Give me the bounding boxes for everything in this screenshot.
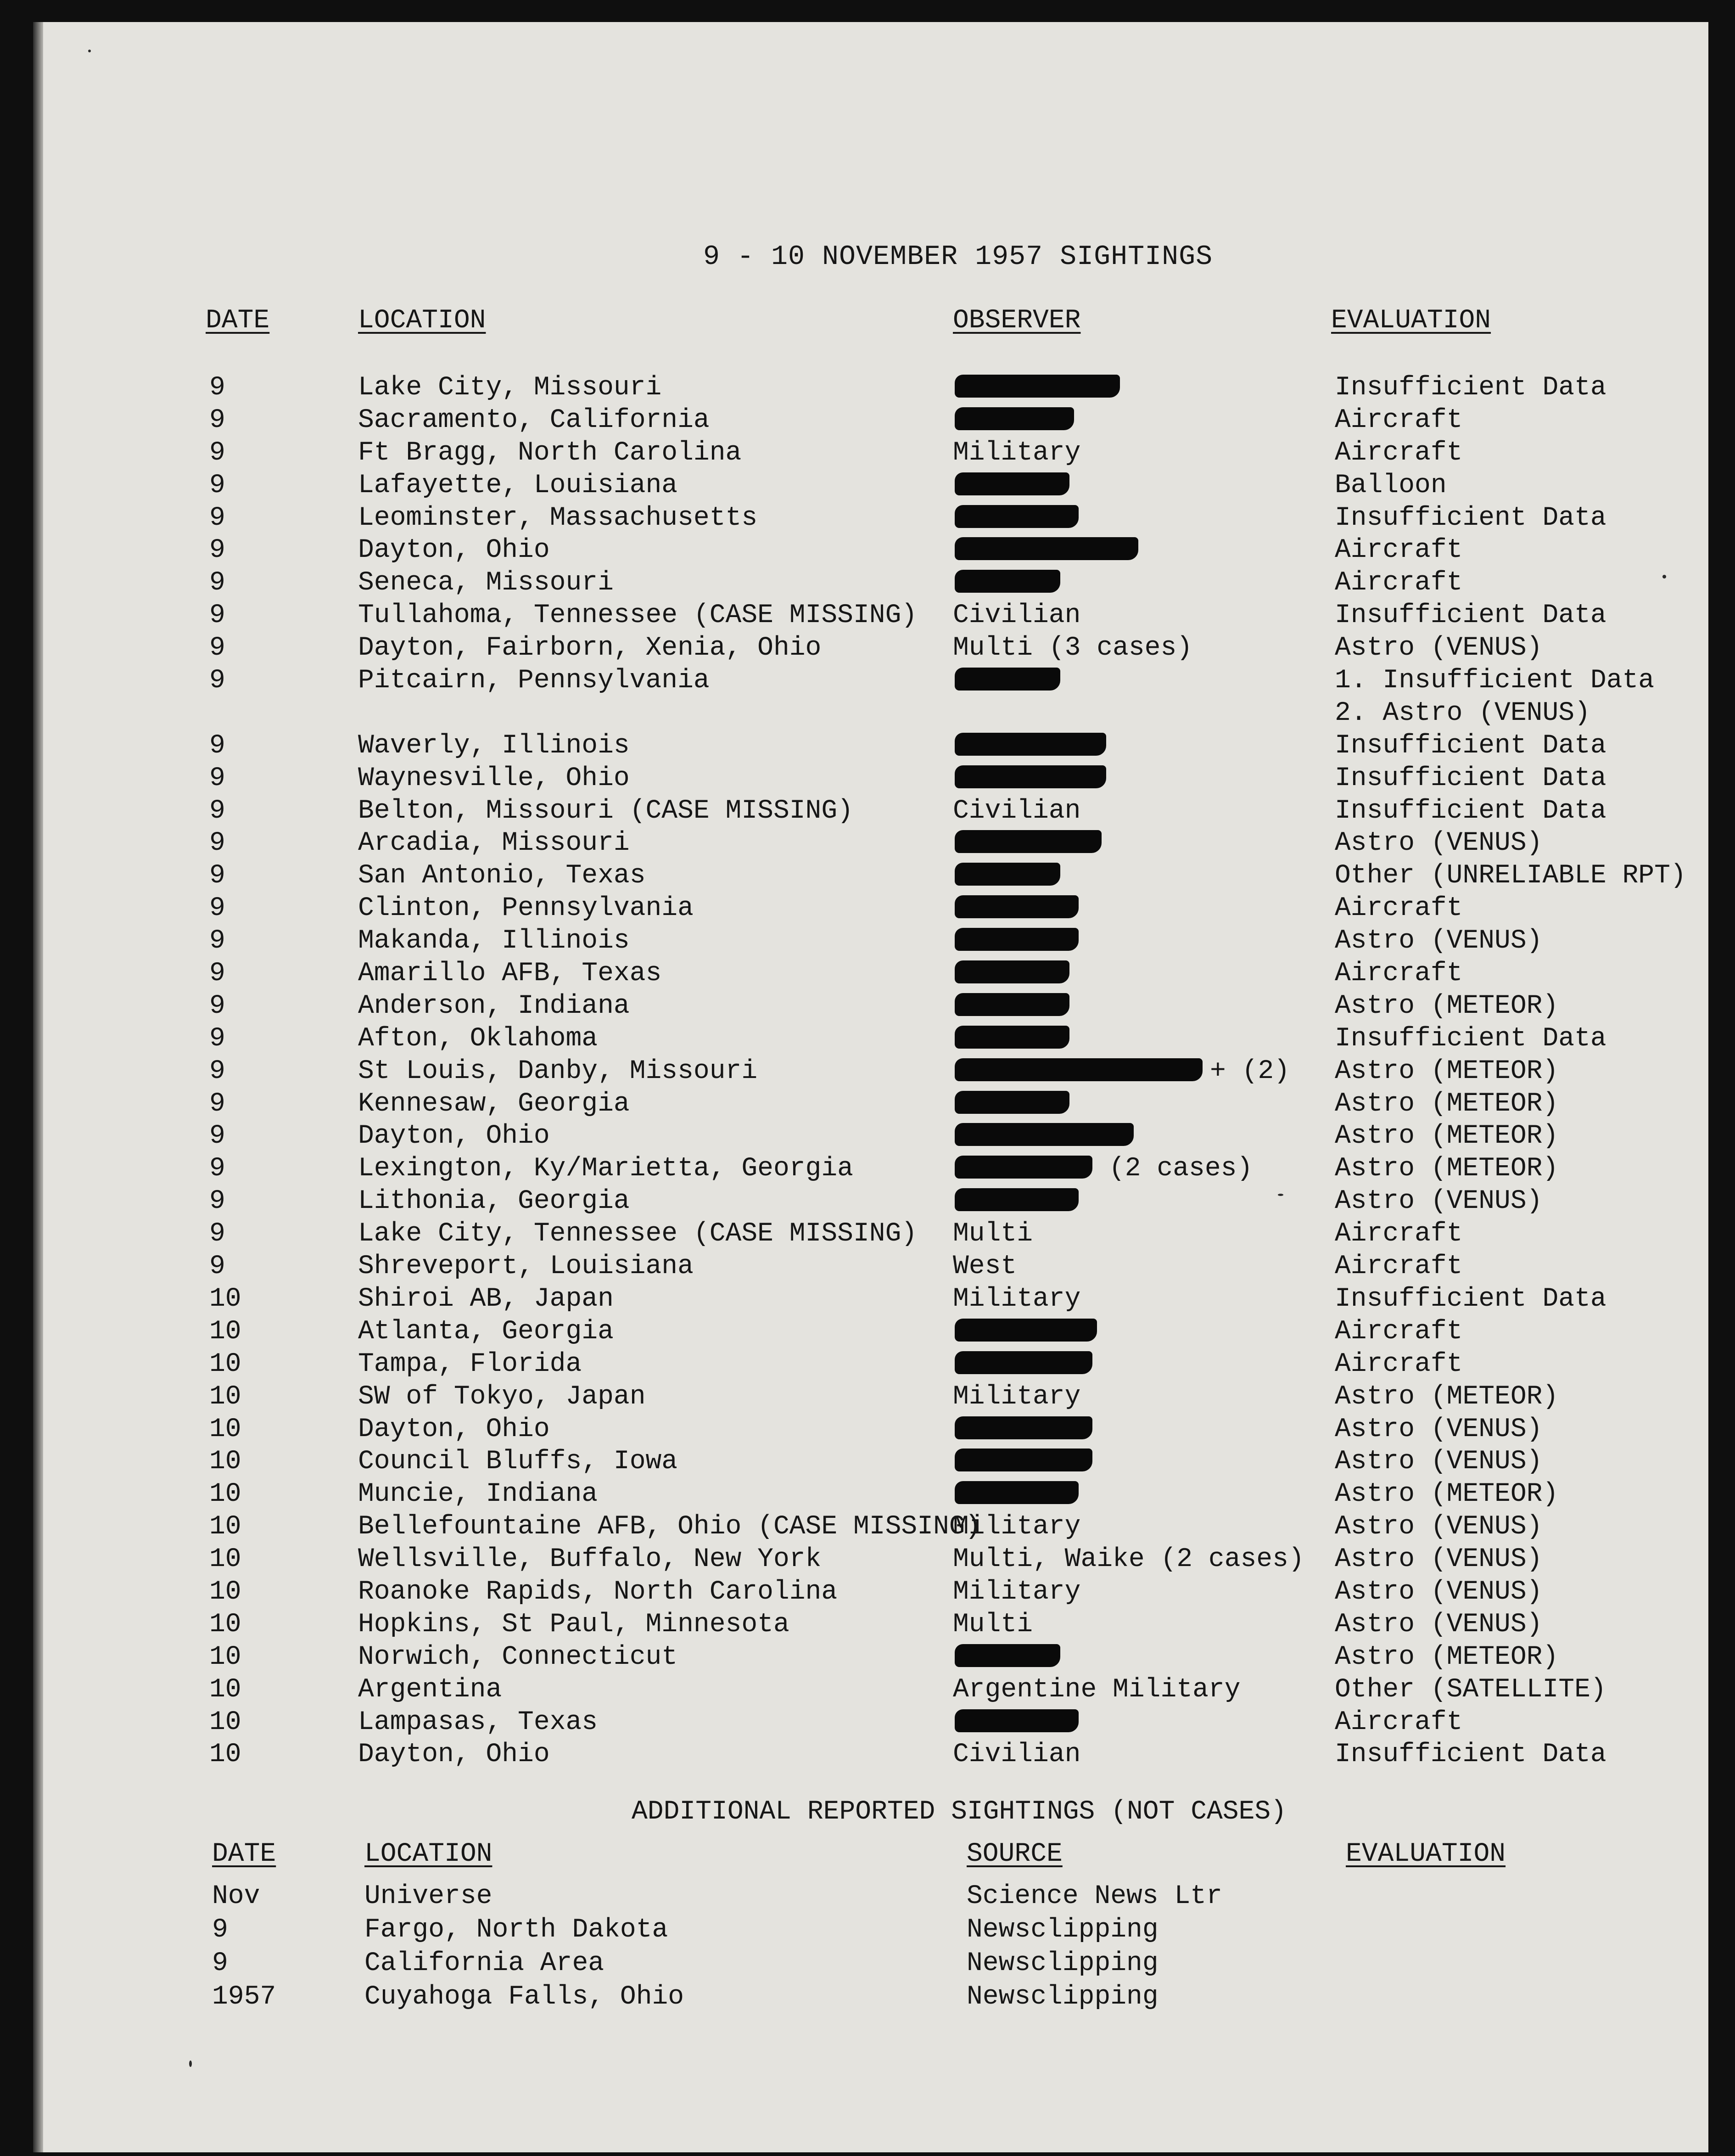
scan-speck (88, 50, 91, 52)
sighting-location: Arcadia, Missouri (358, 828, 630, 859)
header-date: DATE (206, 306, 270, 336)
sighting-row (33, 1091, 1708, 1123)
redaction-bar (955, 1026, 1069, 1049)
sighting-evaluation: Astro (VENUS) (1335, 1577, 1543, 1607)
sighting-observer: Civilian (953, 601, 1081, 631)
sighting-location: Sacramento, California (358, 405, 710, 435)
sighting-location: Ft Bragg, North Carolina (358, 438, 742, 468)
additional-date: 9 (212, 1948, 228, 1978)
sighting-date: 10 (209, 1316, 241, 1347)
additional-sighting-row (33, 1917, 1708, 1950)
sighting-location: Roanoke Rapids, North Carolina (358, 1577, 838, 1607)
sighting-evaluation: Astro (VENUS) (1335, 1447, 1543, 1477)
additional-location: Cuyahoga Falls, Ohio (364, 1982, 684, 2012)
sighting-location: St Louis, Danby, Missouri (358, 1056, 758, 1086)
sighting-row (33, 700, 1708, 733)
redaction-bar (955, 830, 1102, 853)
sighting-observer: Military (953, 1577, 1081, 1607)
sighting-location: SW of Tokyo, Japan (358, 1381, 646, 1412)
sighting-location: Waverly, Illinois (358, 730, 630, 761)
redaction-bar (955, 407, 1074, 430)
sighting-observer: Military (953, 438, 1081, 468)
sighting-location: Lake City, Missouri (358, 373, 662, 403)
sighting-date: 9 (209, 861, 225, 891)
sighting-location: Tullahoma, Tennessee (CASE MISSING) (358, 601, 918, 631)
additional-sightings-title: ADDITIONAL REPORTED SIGHTINGS (NOT CASES) (632, 1797, 1287, 1827)
sighting-date: 9 (209, 438, 225, 468)
sighting-evaluation: Astro (VENUS) (1335, 1544, 1543, 1575)
redaction-bar (955, 993, 1069, 1016)
sighting-evaluation: Aircraft (1335, 1316, 1463, 1347)
sighting-row (33, 1546, 1708, 1579)
sighting-evaluation: Astro (VENUS) (1335, 926, 1543, 956)
redaction-bar (955, 1091, 1069, 1114)
sighting-row (33, 895, 1708, 928)
sighting-location: Waynesville, Ohio (358, 763, 630, 793)
sighting-evaluation: Aircraft (1335, 893, 1463, 924)
sighting-evaluation: Other (UNRELIABLE RPT) (1335, 861, 1686, 891)
sighting-location: Makanda, Illinois (358, 926, 630, 956)
redaction-bar (955, 505, 1079, 528)
redaction-bar (955, 960, 1069, 983)
sighting-evaluation: Astro (METEOR) (1335, 1381, 1559, 1412)
sighting-row (33, 798, 1708, 831)
sighting-observer: Military (953, 1381, 1081, 1412)
sighting-location: Amarillo AFB, Texas (358, 959, 662, 989)
redaction-bar (955, 765, 1106, 788)
redaction-bar (955, 928, 1079, 951)
sighting-evaluation: Insufficient Data (1335, 503, 1606, 533)
redaction-bar (955, 1644, 1060, 1667)
sighting-location: Afton, Oklahoma (358, 1023, 598, 1054)
scan-speck (1278, 1194, 1283, 1196)
sighting-evaluation: Insufficient Data (1335, 763, 1606, 793)
sighting-location: Wellsville, Buffalo, New York (358, 1544, 822, 1575)
sighting-row (33, 1188, 1708, 1221)
sighting-date: 10 (209, 1740, 241, 1770)
additional-source: Newsclipping (967, 1982, 1159, 2012)
header-evaluation: EVALUATION (1331, 306, 1491, 336)
sighting-location: Argentina (358, 1674, 502, 1705)
sighting-date: 9 (209, 633, 225, 663)
sighting-row (33, 730, 1708, 765)
sighting-row (33, 668, 1708, 700)
sighting-evaluation: Aircraft (1335, 405, 1463, 435)
redaction-bar (955, 1156, 1092, 1179)
additional-header-evaluation: EVALUATION (1346, 1839, 1506, 1869)
sighting-location: Hopkins, St Paul, Minnesota (358, 1609, 789, 1639)
redaction-bar (955, 1709, 1079, 1732)
sighting-observer: Civilian (953, 796, 1081, 826)
sighting-observer: (2 cases) (1109, 1154, 1253, 1184)
sighting-evaluation: Aircraft (1335, 1349, 1463, 1379)
sighting-location: Seneca, Missouri (358, 568, 614, 598)
scan-speck (189, 2061, 192, 2067)
sighting-date: 9 (209, 1056, 225, 1086)
sighting-row (33, 1023, 1708, 1058)
sighting-row (33, 1709, 1708, 1742)
sighting-observer: Military (953, 1284, 1081, 1314)
sighting-date: 9 (209, 763, 225, 793)
sighting-evaluation: Insufficient Data (1335, 1023, 1606, 1054)
sighting-location: Shiroi AB, Japan (358, 1284, 614, 1314)
sighting-row (33, 407, 1708, 440)
redaction-bar (955, 1058, 1203, 1081)
sighting-evaluation: Astro (METEOR) (1335, 1056, 1559, 1086)
sighting-date: 9 (209, 796, 225, 826)
document-page (33, 22, 1708, 2152)
sighting-evaluation: Aircraft (1335, 1707, 1463, 1737)
sighting-row (33, 1449, 1708, 1481)
sighting-location: Lexington, Ky/Marietta, Georgia (358, 1154, 853, 1184)
sighting-date: 9 (209, 959, 225, 989)
sighting-evaluation: Astro (VENUS) (1335, 1609, 1543, 1639)
sighting-row (33, 505, 1708, 538)
sighting-date: 10 (209, 1577, 241, 1607)
sighting-location: Dayton, Ohio (358, 1121, 550, 1151)
sighting-row (33, 537, 1708, 570)
sighting-date: 9 (209, 503, 225, 533)
sighting-row (33, 1156, 1708, 1188)
sighting-date: 9 (209, 1186, 225, 1217)
sighting-evaluation: Astro (METEOR) (1335, 1479, 1559, 1510)
redaction-bar (955, 1123, 1134, 1146)
sighting-row (33, 1381, 1708, 1416)
sighting-observer: Multi, Waike (2 cases) (953, 1544, 1304, 1575)
additional-sighting-row (33, 1883, 1708, 1917)
additional-source: Science News Ltr (967, 1881, 1222, 1911)
additional-sighting-row (33, 1950, 1708, 1984)
sighting-date: 10 (209, 1544, 241, 1575)
sighting-evaluation: 2. Astro (VENUS) (1335, 698, 1590, 728)
additional-sighting-row (33, 1984, 1708, 2017)
redaction-bar (955, 570, 1060, 593)
sighting-observer: Civilian (953, 1740, 1081, 1770)
redaction-bar (955, 472, 1069, 495)
sighting-location: Anderson, Indiana (358, 991, 630, 1021)
scan-speck (1662, 575, 1666, 578)
sighting-date: 9 (209, 828, 225, 859)
sighting-evaluation: Aircraft (1335, 1252, 1463, 1282)
redaction-bar (955, 863, 1060, 886)
sighting-evaluation: Other (SATELLITE) (1335, 1674, 1606, 1705)
sighting-evaluation: Aircraft (1335, 959, 1463, 989)
sighting-row (33, 993, 1708, 1026)
sighting-date: 9 (209, 730, 225, 761)
sighting-row (33, 960, 1708, 993)
sighting-location: Dayton, Ohio (358, 1740, 550, 1770)
sightings-document (33, 22, 1708, 2152)
sighting-evaluation: Aircraft (1335, 438, 1463, 468)
sighting-location: Lithonia, Georgia (358, 1186, 630, 1217)
sighting-date: 10 (209, 1707, 241, 1737)
additional-sightings-table (33, 1883, 1708, 2017)
additional-source: Newsclipping (967, 1915, 1159, 1945)
redaction-bar (955, 1188, 1079, 1211)
redaction-bar (955, 537, 1138, 560)
sighting-evaluation: Insufficient Data (1335, 1284, 1606, 1314)
sighting-row (33, 830, 1708, 863)
sighting-date: 10 (209, 1674, 241, 1705)
sighting-evaluation: Astro (METEOR) (1335, 991, 1559, 1021)
sighting-date: 9 (209, 926, 225, 956)
sighting-location: Council Bluffs, Iowa (358, 1447, 678, 1477)
sighting-date: 10 (209, 1479, 241, 1510)
sighting-date: 9 (209, 601, 225, 631)
redaction-bar (955, 1481, 1079, 1504)
sighting-row (33, 635, 1708, 668)
sighting-observer: West (953, 1252, 1017, 1282)
sighting-date: 9 (209, 470, 225, 500)
sighting-row (33, 1286, 1708, 1319)
additional-date: 9 (212, 1915, 228, 1945)
sighting-date: 10 (209, 1381, 241, 1412)
sighting-evaluation: Astro (VENUS) (1335, 828, 1543, 859)
sighting-location: Leominster, Massachusetts (358, 503, 758, 533)
sighting-row (33, 440, 1708, 472)
header-location: LOCATION (358, 306, 486, 336)
additional-date: Nov (212, 1881, 260, 1911)
sighting-row (33, 1253, 1708, 1286)
sighting-evaluation: Astro (METEOR) (1335, 1642, 1559, 1672)
sighting-date: 10 (209, 1414, 241, 1444)
sighting-date: 9 (209, 893, 225, 924)
sighting-evaluation: Astro (VENUS) (1335, 633, 1543, 663)
sighting-row (33, 375, 1708, 407)
sighting-date: 10 (209, 1609, 241, 1639)
sighting-location: Pitcairn, Pennsylvania (358, 666, 710, 696)
sighting-location: Shreveport, Louisiana (358, 1252, 694, 1282)
redaction-bar (955, 1319, 1097, 1342)
sightings-table (33, 375, 1708, 1774)
sighting-evaluation: Balloon (1335, 470, 1447, 500)
sighting-evaluation: Astro (VENUS) (1335, 1414, 1543, 1444)
sighting-date: 9 (209, 1252, 225, 1282)
sighting-row (33, 1741, 1708, 1774)
sighting-observer: Multi (953, 1609, 1033, 1639)
sighting-observer: Multi (3 cases) (953, 633, 1193, 663)
sighting-row (33, 1221, 1708, 1253)
sighting-row (33, 928, 1708, 960)
document-title: 9 - 10 NOVEMBER 1957 SIGHTINGS (703, 241, 1213, 273)
redaction-bar (955, 375, 1120, 398)
sighting-evaluation: Astro (METEOR) (1335, 1121, 1559, 1151)
sighting-evaluation: 1. Insufficient Data (1335, 666, 1655, 696)
redaction-bar (955, 733, 1106, 756)
sighting-location: Lafayette, Louisiana (358, 470, 678, 500)
sighting-date: 9 (209, 535, 225, 566)
sighting-row (33, 1514, 1708, 1546)
sighting-evaluation: Insufficient Data (1335, 796, 1606, 826)
sighting-location: Bellefountaine AFB, Ohio (CASE MISSING) (358, 1512, 981, 1542)
additional-location: Fargo, North Dakota (364, 1915, 668, 1945)
sighting-date: 9 (209, 1121, 225, 1151)
sighting-row (33, 1416, 1708, 1449)
sighting-row (33, 863, 1708, 895)
additional-header-source: SOURCE (967, 1839, 1063, 1869)
sighting-date: 9 (209, 1154, 225, 1184)
redaction-bar (955, 1416, 1092, 1439)
sighting-location: Muncie, Indiana (358, 1479, 598, 1510)
sighting-row (33, 1579, 1708, 1611)
sighting-row (33, 570, 1708, 602)
sighting-location: Lake City, Tennessee (CASE MISSING) (358, 1219, 918, 1249)
sighting-date: 10 (209, 1447, 241, 1477)
sighting-location: Dayton, Ohio (358, 535, 550, 566)
sighting-location: San Antonio, Texas (358, 861, 646, 891)
additional-location: California Area (364, 1948, 604, 1978)
sighting-location: Tampa, Florida (358, 1349, 582, 1379)
sighting-date: 9 (209, 1023, 225, 1054)
sighting-evaluation: Aircraft (1335, 568, 1463, 598)
sighting-evaluation: Astro (VENUS) (1335, 1512, 1543, 1542)
sighting-row (33, 765, 1708, 798)
sighting-evaluation: Aircraft (1335, 535, 1463, 566)
sighting-row (33, 1674, 1708, 1709)
additional-header-location: LOCATION (364, 1839, 493, 1869)
redaction-bar (955, 1351, 1092, 1374)
sighting-date: 9 (209, 666, 225, 696)
sighting-evaluation: Insufficient Data (1335, 601, 1606, 631)
sighting-observer: Argentine Military (953, 1674, 1241, 1705)
sighting-location: Dayton, Ohio (358, 1414, 550, 1444)
sighting-date: 9 (209, 568, 225, 598)
sighting-evaluation: Insufficient Data (1335, 730, 1606, 761)
sighting-date: 10 (209, 1284, 241, 1314)
sighting-row (33, 1123, 1708, 1156)
sighting-observer: Military (953, 1512, 1081, 1542)
sighting-location: Lampasas, Texas (358, 1707, 598, 1737)
sighting-observer: Multi (953, 1219, 1033, 1249)
sighting-evaluation: Astro (METEOR) (1335, 1089, 1559, 1119)
sighting-row (33, 1058, 1708, 1091)
additional-location: Universe (364, 1881, 493, 1911)
sighting-row (33, 1351, 1708, 1384)
sighting-date: 10 (209, 1642, 241, 1672)
sighting-evaluation: Astro (METEOR) (1335, 1154, 1559, 1184)
sighting-row (33, 1481, 1708, 1514)
sighting-row (33, 1644, 1708, 1677)
sighting-row (33, 472, 1708, 505)
redaction-bar (955, 668, 1060, 691)
sighting-row (33, 602, 1708, 635)
sighting-date: 9 (209, 1089, 225, 1119)
sighting-location: Dayton, Fairborn, Xenia, Ohio (358, 633, 822, 663)
sighting-evaluation: Insufficient Data (1335, 373, 1606, 403)
sighting-date: 9 (209, 991, 225, 1021)
sighting-location: Belton, Missouri (CASE MISSING) (358, 796, 853, 826)
sighting-date: 9 (209, 405, 225, 435)
sighting-row (33, 1316, 1708, 1351)
sighting-location: Kennesaw, Georgia (358, 1089, 630, 1119)
sighting-location: Atlanta, Georgia (358, 1316, 614, 1347)
additional-header-date: DATE (212, 1839, 276, 1869)
sighting-evaluation: Insufficient Data (1335, 1740, 1606, 1770)
sighting-date: 9 (209, 1219, 225, 1249)
additional-date: 1957 (212, 1982, 276, 2012)
redaction-bar (955, 1449, 1092, 1471)
additional-source: Newsclipping (967, 1948, 1159, 1978)
redaction-bar (955, 895, 1079, 918)
sighting-evaluation: Aircraft (1335, 1219, 1463, 1249)
sighting-date: 9 (209, 373, 225, 403)
sighting-location: Norwich, Connecticut (358, 1642, 678, 1672)
sighting-date: 10 (209, 1349, 241, 1379)
sighting-row (33, 1611, 1708, 1644)
sighting-observer: + (2) (1210, 1056, 1290, 1086)
header-observer: OBSERVER (953, 306, 1081, 336)
sighting-location: Clinton, Pennsylvania (358, 893, 694, 924)
sighting-date: 10 (209, 1512, 241, 1542)
sighting-evaluation: Astro (VENUS) (1335, 1186, 1543, 1217)
